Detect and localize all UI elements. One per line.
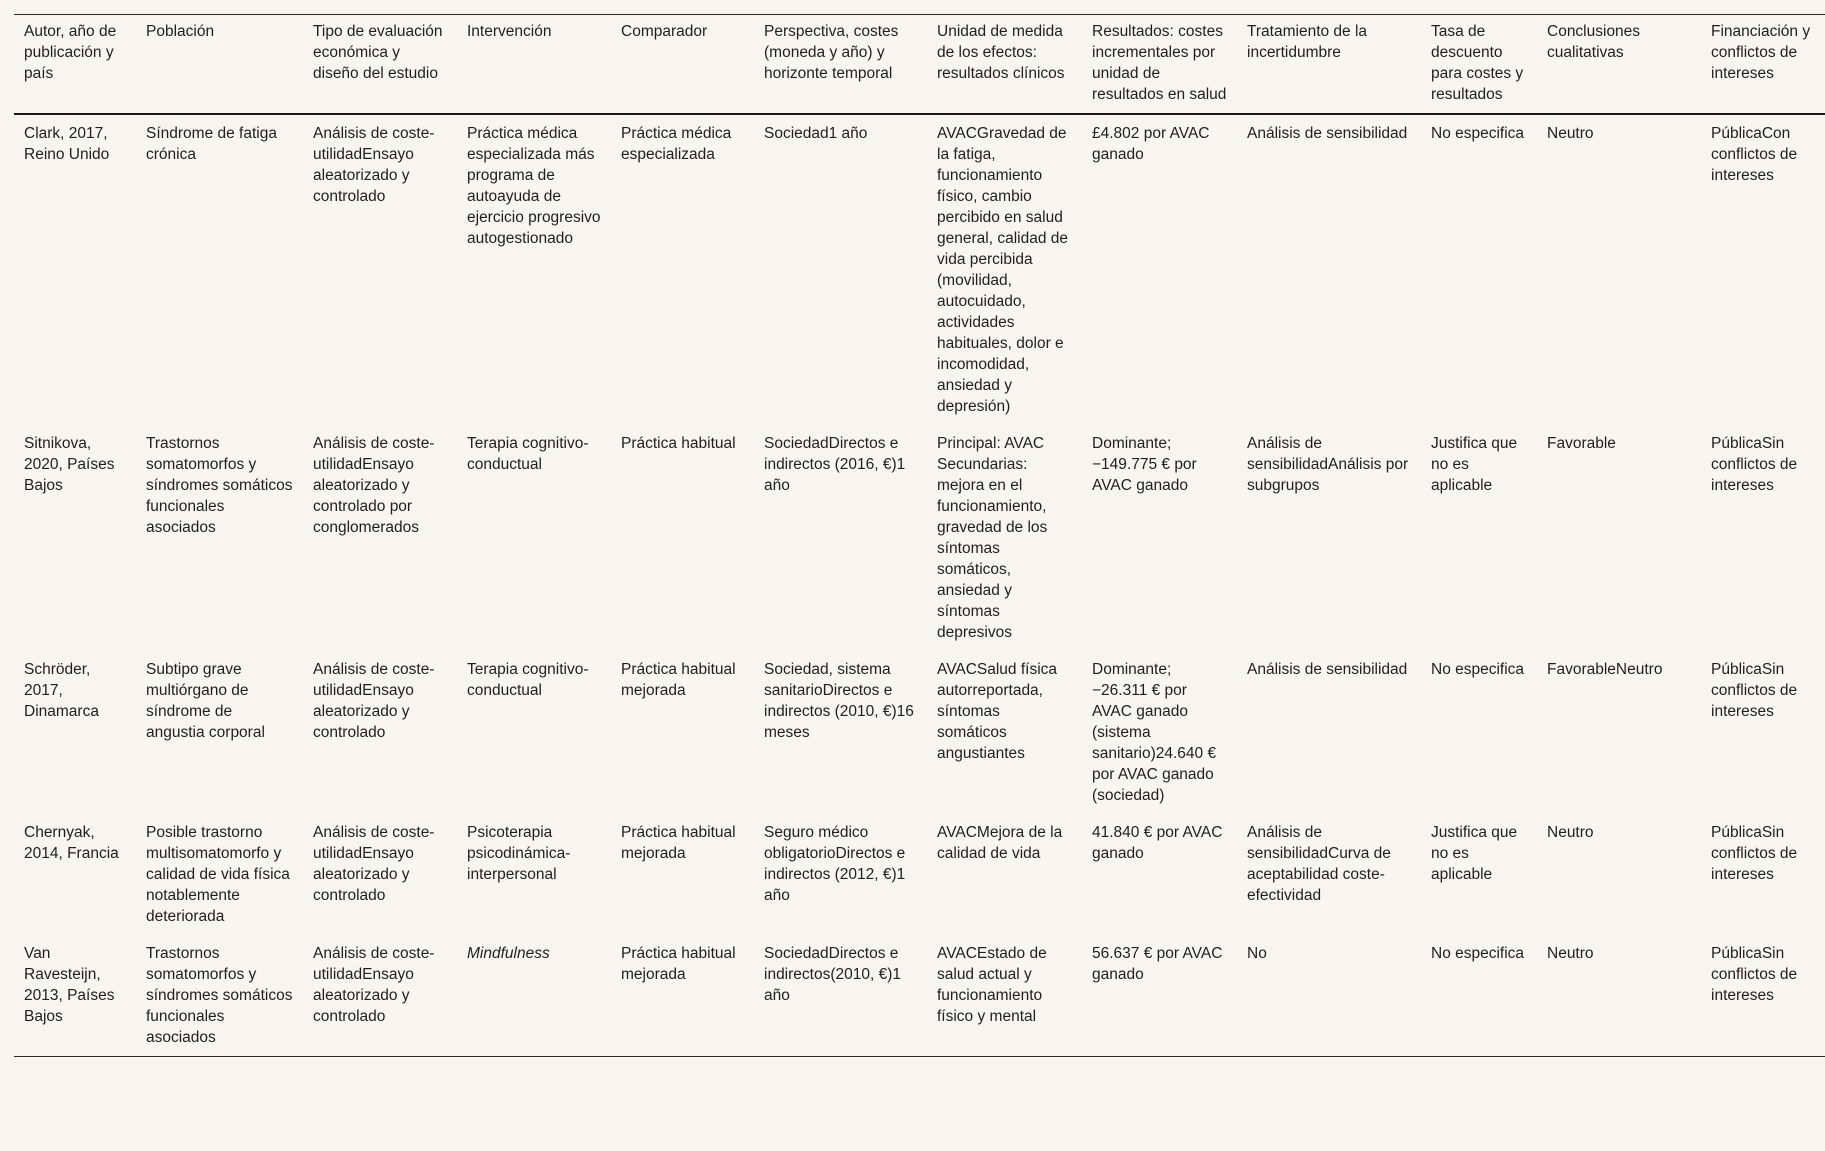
cell-tipo: Análisis de coste-utilidadEnsayo aleatorizado y controlado [313,945,435,1025]
cell-unidad: AVACSalud física autorreportada, síntomas somáticos angustiantes [937,661,1058,762]
cell-intervencion: Psicoterapia psicodinámica-interpersonal [467,824,571,883]
cell-perspectiva: SociedadDirectos e indirectos(2010, €)1 año [764,945,901,1004]
cell-resultados: Dominante; −26.311 € por AVAC ganado (sistema sanitario)24.640 € por AVAC ganado (sociedad) [1092,661,1217,804]
cell-tipo: Análisis de coste-utilidadEnsayo aleatorizado y controlado [313,125,435,205]
cell-unidad: Principal: AVAC Secundarias: mejora en el funcionamiento, gravedad de los síntomas somáticos, ansiedad y síntomas depresivos [937,435,1048,641]
header-resultados: Resultados: costes incrementales por unidad de resultados en salud [1092,23,1227,103]
header-intervencion: Intervención [467,23,552,40]
cell-conclusiones: Neutro [1547,824,1594,841]
cell-autor: Clark, 2017, Reino Unido [24,125,110,163]
cell-conclusiones: FavorableNeutro [1547,661,1663,678]
table-row [14,114,1825,425]
cell-perspectiva: Sociedad1 año [764,125,868,142]
cell-resultados: Dominante; −149.775 € por AVAC ganado [1092,435,1197,494]
table-row [14,425,1825,651]
cell-conclusiones: Neutro [1547,945,1594,962]
cell-conclusiones: Favorable [1547,435,1616,452]
economic-evaluation-table [14,14,1825,1057]
cell-comparador: Práctica habitual mejorada [621,824,736,862]
header-perspectiva: Perspectiva, costes (moneda y año) y horizonte temporal [764,23,899,82]
cell-comparador: Práctica habitual [621,435,736,452]
cell-tipo: Análisis de coste-utilidadEnsayo aleatorizado y controlado [313,824,435,904]
cell-resultados: 56.637 € por AVAC ganado [1092,945,1223,983]
cell-tipo: Análisis de coste-utilidadEnsayo aleatorizado y controlado [313,661,435,741]
cell-unidad: AVACGravedad de la fatiga, funcionamiento físico, cambio percibido en salud general, calidad de vida percibida (movilidad, autocuidado, actividades habituales, dolor e incomodidad, ansiedad y depresión) [937,125,1068,415]
cell-perspectiva: Sociedad, sistema sanitarioDirectos e indirectos (2010, €)16 meses [764,661,914,741]
header-incertidumbre: Tratamiento de la incertidumbre [1247,23,1368,61]
cell-incertidumbre: Análisis de sensibilidadCurva de aceptabilidad coste- efectividad [1247,824,1391,904]
header-autor: Autor, año de publicación y país [24,23,117,82]
cell-intervencion: Mindfulness [467,945,550,962]
cell-autor: Chernyak, 2014, Francia [24,824,119,862]
cell-intervencion: Terapia cognitivo-conductual [467,435,589,473]
cell-comparador: Práctica médica especializada [621,125,732,163]
header-unidad: Unidad de medida de los efectos: resultados clínicos [937,23,1065,82]
cell-autor: Sitnikova, 2020, Países Bajos [24,435,115,494]
table-row [14,935,1825,1057]
header-row [14,15,1825,115]
cell-financiacion: PúblicaSin conflictos de intereses [1711,661,1798,720]
cell-incertidumbre: Análisis de sensibilidadAnálisis por subgrupos [1247,435,1409,494]
header-comparador: Comparador [621,23,708,40]
cell-tasa: Justifica que no es aplicable [1431,824,1518,883]
cell-poblacion: Subtipo grave multiórgano de síndrome de angustia corporal [146,661,265,741]
cell-resultados: £4.802 por AVAC ganado [1092,125,1210,163]
cell-autor: Schröder, 2017, Dinamarca [24,661,99,720]
cell-incertidumbre: Análisis de sensibilidad [1247,661,1408,678]
cell-poblacion: Posible trastorno multisomatomorfo y calidad de vida física notablemente deteriorada [146,824,290,925]
cell-incertidumbre: No [1247,945,1267,962]
cell-resultados: 41.840 € por AVAC ganado [1092,824,1223,862]
cell-tasa: No especifica [1431,945,1525,962]
header-financiacion: Financiación y conflictos de intereses [1711,23,1811,82]
cell-perspectiva: Seguro médico obligatorioDirectos e indirectos (2012, €)1 año [764,824,906,904]
cell-tasa: No especifica [1431,661,1525,678]
header-poblacion: Población [146,23,215,40]
cell-tasa: No especifica [1431,125,1525,142]
cell-poblacion: Síndrome de fatiga crónica [146,125,277,163]
table-row [14,651,1825,814]
cell-autor: Van Ravesteijn, 2013, Países Bajos [24,945,115,1025]
cell-financiacion: PúblicaSin conflictos de intereses [1711,435,1798,494]
cell-perspectiva: SociedadDirectos e indirectos (2016, €)1 año [764,435,906,494]
cell-conclusiones: Neutro [1547,125,1594,142]
cell-incertidumbre: Análisis de sensibilidad [1247,125,1408,142]
table-row [14,814,1825,935]
cell-intervencion: Práctica médica especializada más programa de autoayuda de ejercicio progresivo autogestionado [467,125,601,247]
cell-tipo: Análisis de coste-utilidadEnsayo aleatorizado y controlado por conglomerados [313,435,435,536]
cell-financiacion: PúblicaCon conflictos de intereses [1711,125,1798,184]
cell-unidad: AVACEstado de salud actual y funcionamiento físico y mental [937,945,1047,1025]
cell-financiacion: PúblicaSin conflictos de intereses [1711,824,1798,883]
cell-intervencion: Terapia cognitivo-conductual [467,661,589,699]
cell-poblacion: Trastornos somatomorfos y síndromes somáticos funcionales asociados [146,945,293,1046]
cell-poblacion: Trastornos somatomorfos y síndromes somáticos funcionales asociados [146,435,293,536]
cell-unidad: AVACMejora de la calidad de vida [937,824,1063,862]
header-tasa: Tasa de descuento para costes y resultados [1431,23,1524,103]
cell-comparador: Práctica habitual mejorada [621,945,736,983]
cell-tasa: Justifica que no es aplicable [1431,435,1518,494]
header-tipo: Tipo de evaluación económica y diseño del estudio [313,23,443,82]
cell-comparador: Práctica habitual mejorada [621,661,736,699]
cell-financiacion: PúblicaSin conflictos de intereses [1711,945,1798,1004]
header-conclusiones: Conclusiones cualitativas [1547,23,1641,61]
